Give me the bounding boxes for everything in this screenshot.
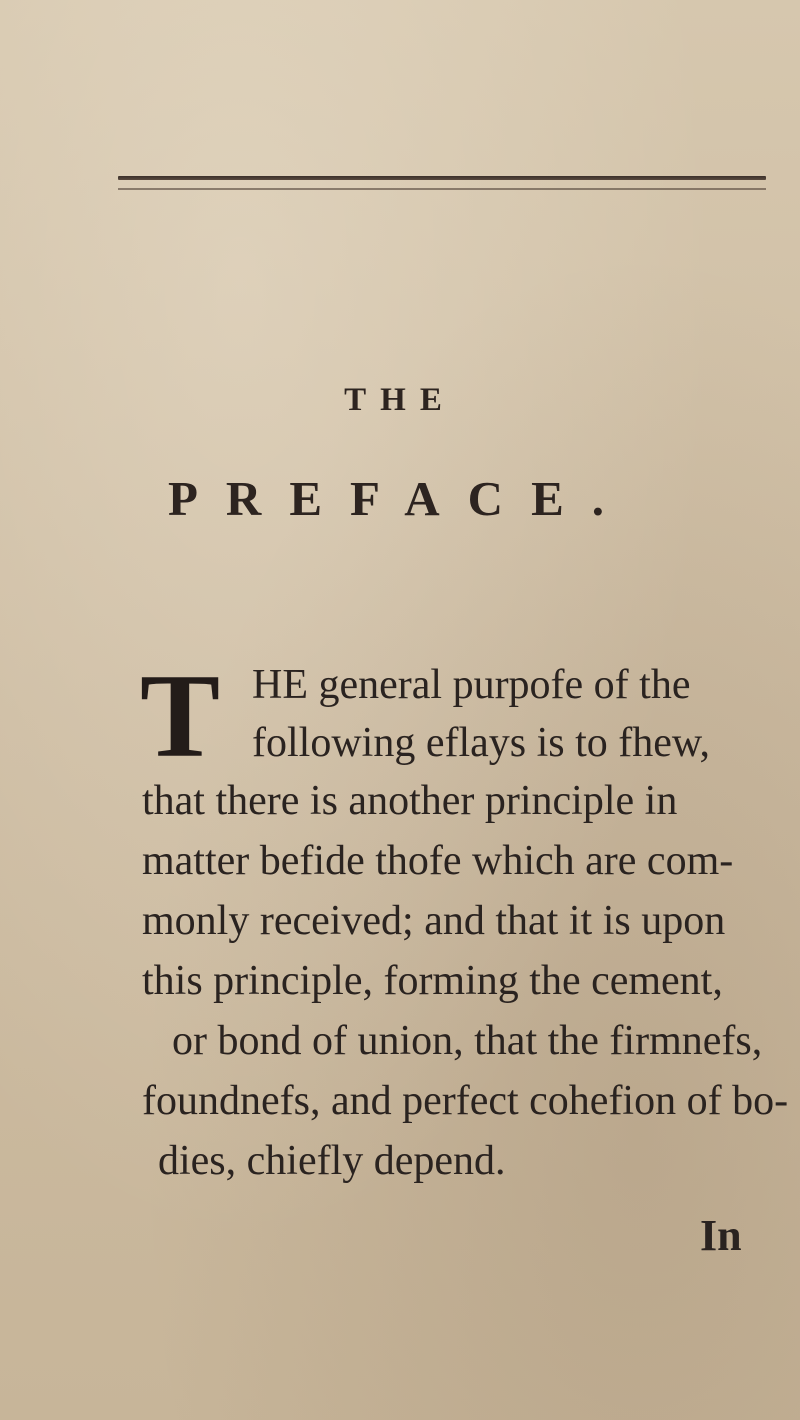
catchword: In [700, 1211, 742, 1260]
text-line-6: this principle, forming the cement, [142, 958, 723, 1004]
show-through-decoration [0, 18, 800, 80]
text-line-3: that there is another principle in [142, 778, 678, 824]
text-line-4: matter befide thofe which are com- [142, 838, 734, 884]
drop-cap: T [140, 649, 221, 782]
text-line-8: foundnefs, and perfect cohefion of bo- [142, 1078, 789, 1124]
heading-preface: PREFACE. [168, 471, 632, 526]
text-line-2: following eflays is to fhew, [252, 720, 711, 766]
text-line-9: dies, chiefly depend. [158, 1138, 506, 1184]
text-line-5: monly received; and that it is upon [142, 898, 726, 944]
heading-the: THE [344, 382, 456, 418]
ornamental-rule [118, 176, 766, 180]
text-line-1: HE general purpofe of the [252, 662, 691, 708]
ornamental-rule-thin [118, 188, 766, 190]
text-line-7: or bond of union, that the firmnefs, [172, 1018, 763, 1064]
